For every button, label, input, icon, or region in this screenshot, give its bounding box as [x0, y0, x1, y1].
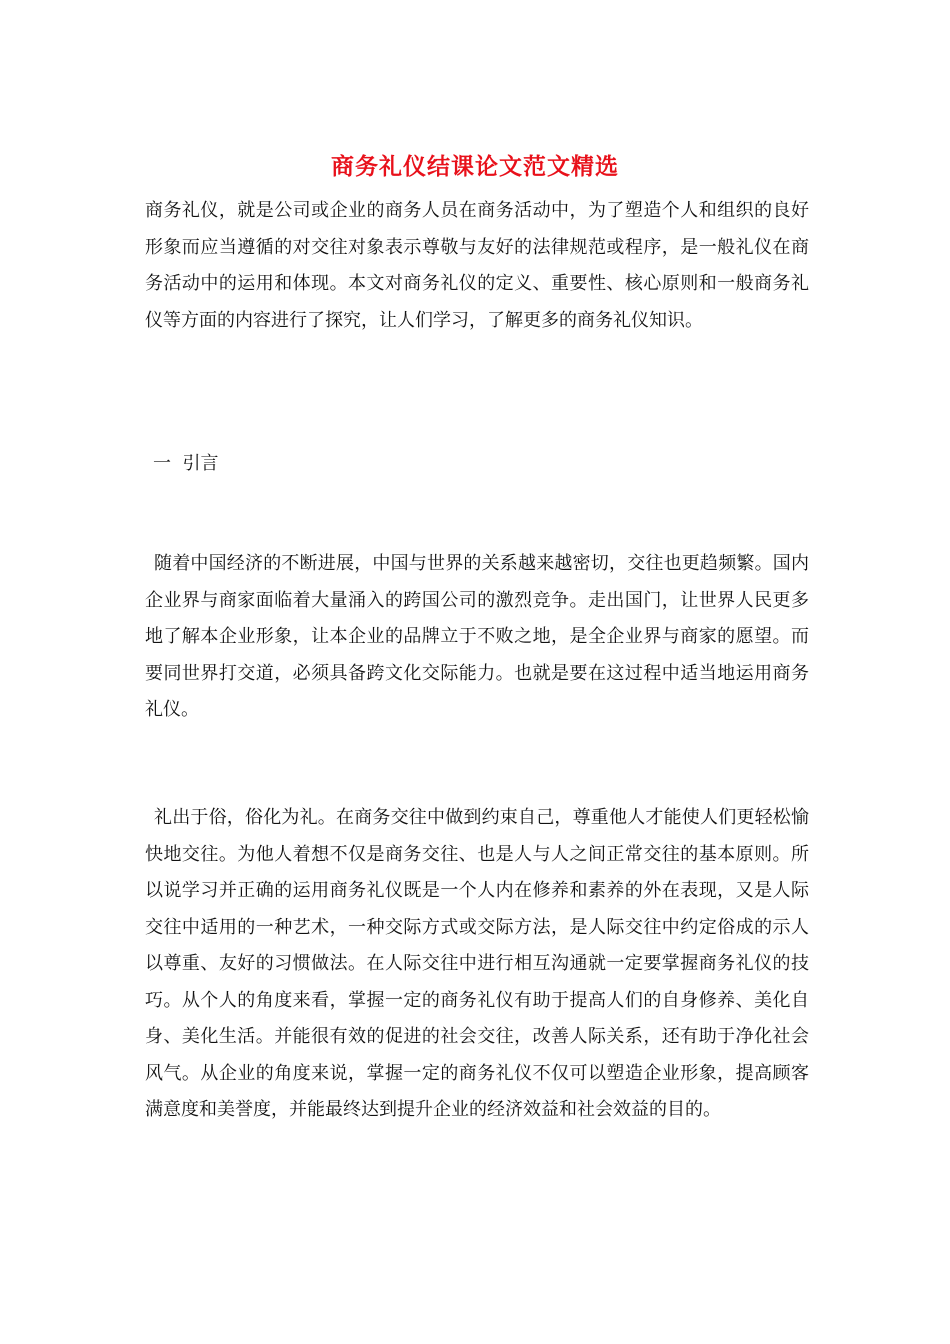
body-paragraph-1: 随着中国经济的不断进展，中国与世界的关系越来越密切，交往也更趋频繁。国内企业界与商家面临着大量涌入的跨国公司的激烈竞争。走出国门，让世界人民更多地了解本企业形象，让本企业的品牌立于不败之地，是全企业界与商家的愿望。而要同世界打交道，必须具备跨文化交际能力。也就是要在这过程中适当地运用商务礼仪。	[145, 553, 809, 720]
document-title: 商务礼仪结课论文范文精选	[331, 153, 619, 180]
section-heading: 一 引言	[153, 453, 219, 474]
abstract-paragraph: 商务礼仪，就是公司或企业的商务人员在商务活动中，为了塑造个人和组织的良好形象而应当遵循的对交往对象表示尊敬与友好的法律规范或程序，是一般礼仪在商务活动中的运用和体现。本文对商务礼仪的定义、重要性、核心原则和一般商务礼仪等方面的内容进行了探究，让人们学习，了解更多的商务礼仪知识。	[145, 200, 809, 331]
body-paragraph-2: 礼出于俗，俗化为礼。在商务交往中做到约束自己，尊重他人才能使人们更轻松愉快地交往。为他人着想不仅是商务交往、也是人与人之间正常交往的基本原则。所以说学习并正确的运用商务礼仪既是一个人内在修养和素养的外在表现，又是人际交往中适用的一种艺术，一种交际方式或交际方法，是人际交往中约定俗成的示人以尊重、友好的习惯做法。在人际交往中进行相互沟通就一定要掌握商务礼仪的技巧。从个人的角度来看，掌握一定的商务礼仪有助于提高人们的自身修养、美化自身、美化生活。并能很有效的促进的社会交往，改善人际关系，还有助于净化社会风气。从企业的角度来说，掌握一定的商务礼仪不仅可以塑造企业形象，提高顾客满意度和美誉度，并能最终达到提升企业的经济效益和社会效益的目的。	[145, 807, 809, 1120]
